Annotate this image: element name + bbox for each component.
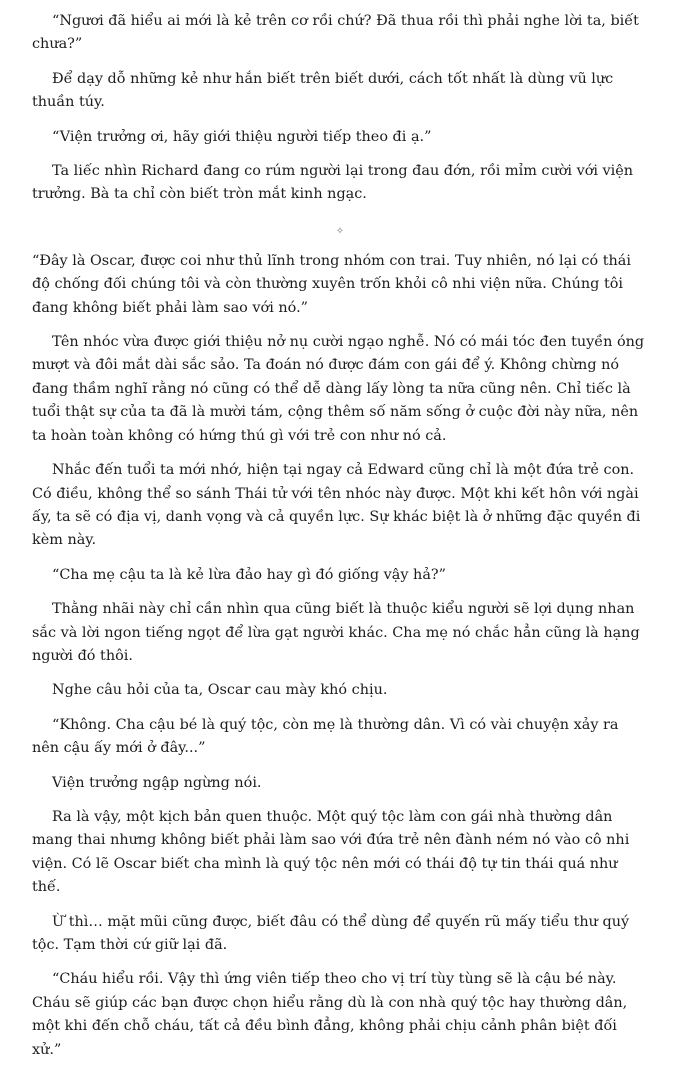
paragraph: Viện trưởng ngập ngừng nói. <box>52 774 262 791</box>
paragraph: “Cha mẹ cậu ta là kẻ lừa đảo hay gì đó giống vậy hả?” <box>52 566 446 583</box>
paragraph: Ta liếc nhìn Richard đang co rúm người lại trong đau đớn, rồi mỉm cười với viện trưởng. Bà ta chỉ còn biết tròn mắt kinh ngạc. <box>32 163 634 203</box>
paragraph: “Viện trưởng ơi, hãy giới thiệu người tiếp theo đi ạ.” <box>52 128 432 145</box>
paragraph: Ừ thì… mặt mũi cũng được, biết đâu có thể dùng để quyến rũ mấy tiểu thư quý tộc. Tạm thời cứ giữ lại đã. <box>32 913 630 953</box>
paragraph: Thằng nhãi này chỉ cần nhìn qua cũng biết là thuộc kiểu người sẽ lợi dụng nhan sắc và lời ngon tiếng ngọt để lừa gạt người khác. Cha mẹ nó chắc hẳn cũng là hạng người đó thôi. <box>32 601 640 664</box>
paragraph: Nghe câu hỏi của ta, Oscar cau mày khó chịu. <box>52 682 388 699</box>
paragraph: Tên nhóc vừa được giới thiệu nở nụ cười ngạo nghễ. Nó có mái tóc đen tuyền óng mượt và đôi mắt dài sắc sảo. Ta đoán nó được đám con gái để ý. Không chừng nó đang thầm nghĩ rằng nó cũng có thể dễ dàng lấy lòng ta nữa cũng nên. Chỉ tiếc là tuổi thật sự của ta đã là mười tám, cộng thêm số năm sống ở cuộc đời này nữa, nên ta hoàn toàn không có hứng thú gì với trẻ con như nó cả. <box>32 334 645 444</box>
paragraph: Ra là vậy, một kịch bản quen thuộc. Một quý tộc làm con gái nhà thường dân mang thai nhưng không biết phải làm sao với đứa trẻ nên đành ném nó vào cô nhi viện. Có lẽ Oscar biết cha mình là quý tộc nên mới có thái độ tự tin thái quá như thế. <box>32 808 630 896</box>
paragraph: Để dạy dỗ những kẻ như hắn biết trên biết dưới, cách tốt nhất là dùng vũ lực thuần túy. <box>32 70 614 111</box>
paragraph: “Cháu hiểu rồi. Vậy thì ứng viên tiếp theo cho vị trí tùy tùng sẽ là cậu bé này. Cháu sẽ giúp các bạn được chọn hiểu rằng dù là con nhà quý tộc hay thường dân, một khi đến chỗ cháu, tất cả đều bình đẳng, không phải chịu cảnh phân biệt đối xử.” <box>32 971 628 1058</box>
paragraph: “Đây là Oscar, được coi như thủ lĩnh trong nhóm con trai. Tuy nhiên, nó lại có thái độ chống đối chúng tôi và còn thường xuyên trốn khỏi cô nhi viện nữa. Chúng tôi đang không biết phải làm sao với nó.” <box>32 252 631 316</box>
section-divider-icon: ✧ <box>335 225 345 237</box>
paragraph: “Không. Cha cậu bé là quý tộc, còn mẹ là thường dân. Vì có vài chuyện xảy ra nên cậu ấy mới ở đây...” <box>32 716 619 757</box>
paragraph: Nhắc đến tuổi ta mới nhớ, hiện tại ngay cả Edward cũng chỉ là một đứa trẻ con. Có điều, không thể so sánh Thái tử với tên nhóc này được. Một khi kết hôn với ngài ấy, ta sẽ có địa vị, danh vọng và cả quyền lực. Sự khác biệt là ở những đặc quyền đi kèm này. <box>32 462 641 549</box>
paragraph: “Ngươi đã hiểu ai mới là kẻ trên cơ rồi chứ? Đã thua rồi thì phải nghe lời ta, biết chưa?” <box>32 13 639 53</box>
reader-page <box>32 10 648 1073</box>
